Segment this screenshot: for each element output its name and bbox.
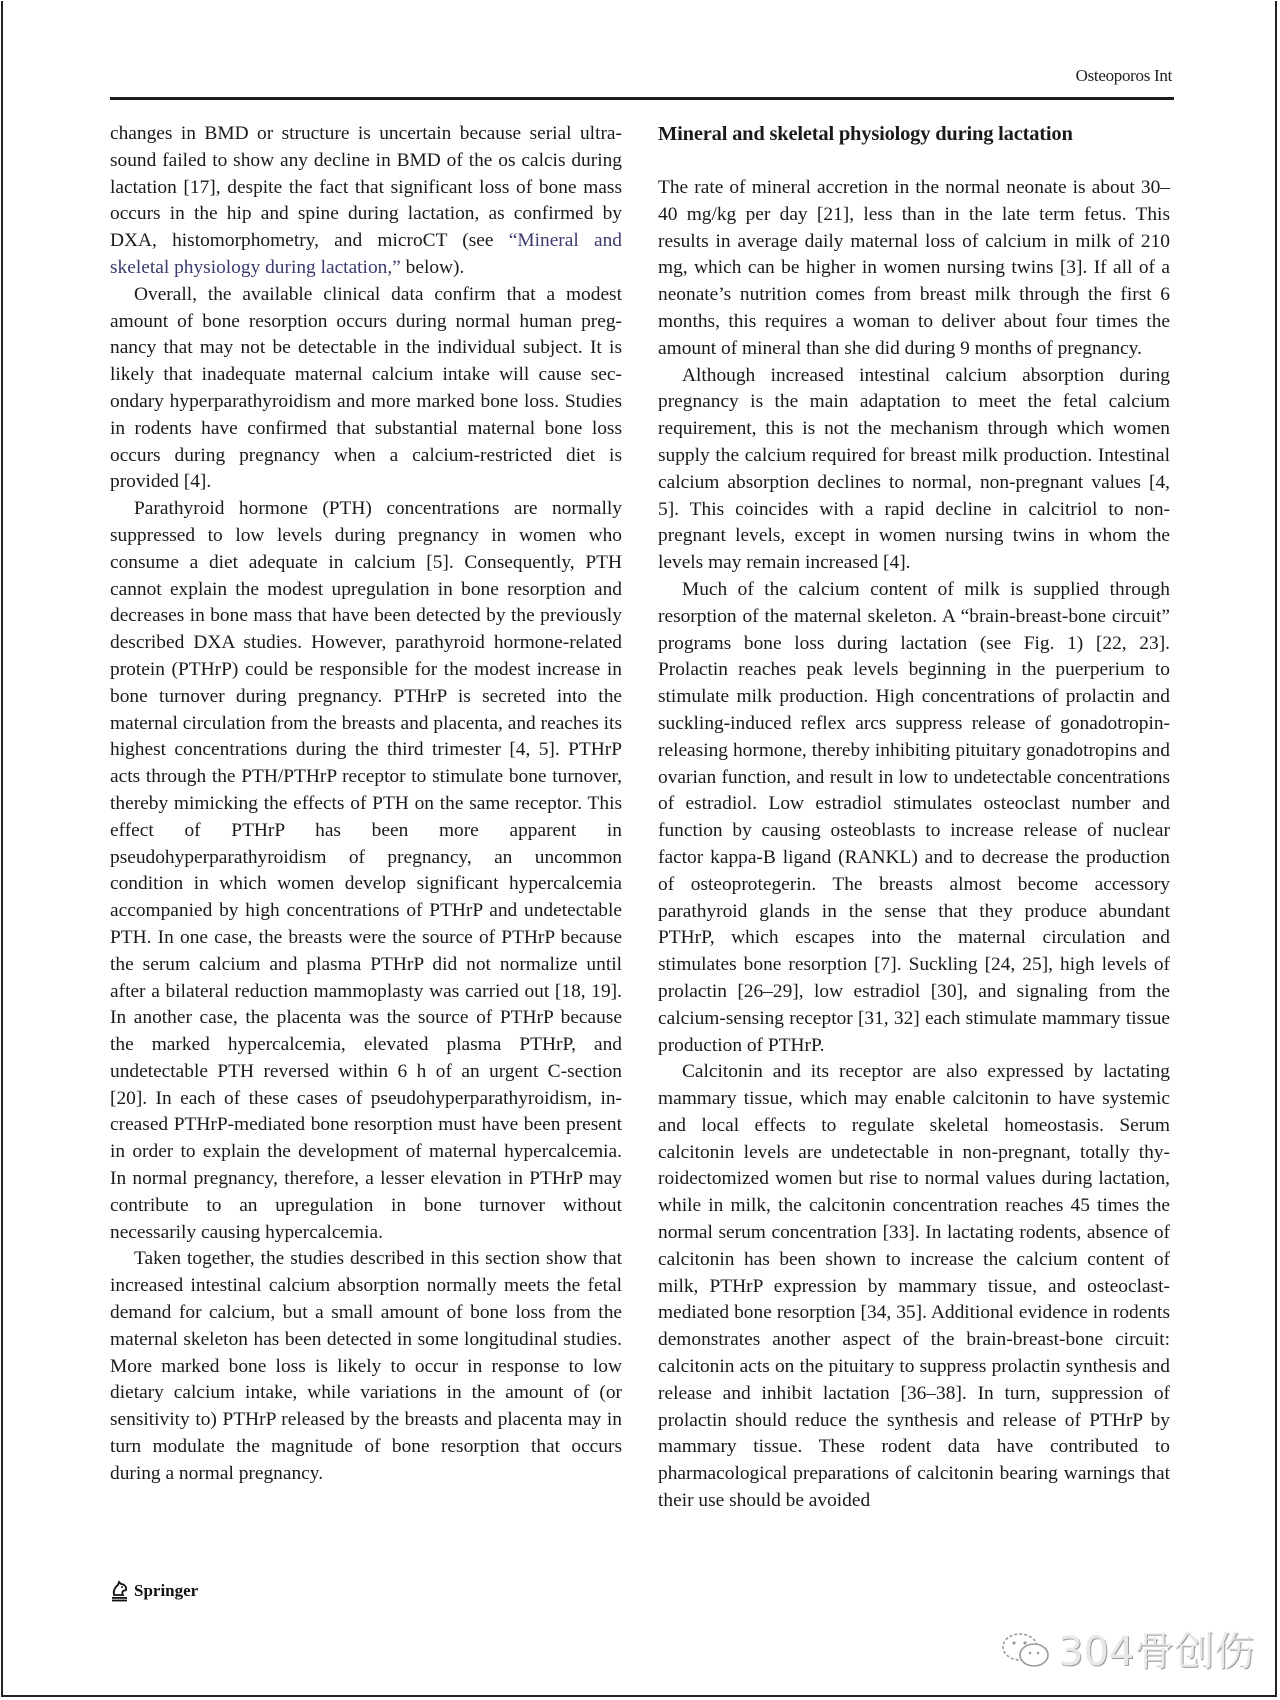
header-rule xyxy=(110,97,1174,100)
section-cross-reference-link[interactable]: “Mineral and skeletal physiology during lactation,” xyxy=(110,230,622,278)
springer-horse-icon xyxy=(110,1580,130,1602)
watermark xyxy=(1000,1620,1254,1677)
paragraph: Parathyroid hormone (PTH) concentrations are normally suppressed to low levels during pregnancy in women who consume a diet adequate in calcium [5]. Consequently, PTH cannot explain the modest upregulation in bone resorption and decreases in bone mass that have been detected by the previously described DXA studies. However, parathyroid hormone-related protein (PTHrP) could be responsible for the modest increase in bone turnover during pregnancy. PTHrP is secreted into the maternal circulation from the breasts and placenta, and reaches its highest concentrations during the third trimester [4, 5]. PTHrP acts through the PTH/PTHrP receptor to stimulate bone turnover, thereby mimicking the effects of PTH on the same receptor. This effect of PTHrP has been more apparent in pseudohyperparathyroidism of pregnancy, an uncommon condition in which women develop significant hypercalcemia accompanied by high concentrations of PTHrP and undetectable PTH. In one case, the breasts were the source of PTHrP because the serum calcium and plasma PTHrP did not normalize until after a bilateral reduction mammoplasty was carried out [18, 19]. In another case, the placenta was the source of PTHrP because the marked hypercalcemia, elevated plasma PTHrP, and undetectable PTH reversed within 6 h of an urgent C-section [20]. In each of these cases of pseudohyperparathyroidism, increased PTHrP-mediated bone resorption must have been present in order to explain the development of maternal hypercalcemia. In normal pregnancy, therefore, a lesser elevation in PTHrP may contribute to an upregulation in bone turnover without necessarily causing hypercalcemia. xyxy=(110,498,622,1243)
wechat-icon xyxy=(1000,1629,1052,1669)
paragraph-text: changes in BMD or structure is uncertain because serial ultrasound failed to show any decline in BMD of the os calcis during lactation [17], despite the fact that significant loss of bone mass occurs in the hip and spine during lactation, as confirmed by DXA, histomorphometry, and microCT (see xyxy=(110,123,622,252)
paragraph: The rate of mineral accretion in the normal neonate is about 30–40 mg/kg per day [21], less than in the late term fetus. This results in average daily maternal loss of calcium in milk of 210 mg, which can be higher in women nursing twins [3]. If all of a neonate’s nutrition comes from breast milk through the first 6 months, this requires a woman to deliver about four times the amount of mineral than she did during 9 months of pregnancy. xyxy=(658,177,1170,359)
section-heading: Mineral and skeletal physiology during lactation xyxy=(658,123,1073,145)
paragraph-text: below). xyxy=(400,256,465,278)
paragraph: Overall, the available clinical data confirm that a modest amount of bone resorption occurs during normal human pregnancy that may not be detectable in the individual subject. It is likely that inadequate maternal calcium intake will cause secondary hyperparathyroidism and more marked bone loss. Studies in rodents have confirmed that substantial maternal bone loss occurs during pregnancy when a calcium-restricted diet is provided [4]. xyxy=(110,283,622,493)
left-column xyxy=(110,121,622,1488)
paragraph: Taken together, the studies described in this section show that increased intestinal calcium absorption normally meets the fetal demand for calcium, but a small amount of bone loss from the maternal skeleton has been detected in some longitudinal studies. More marked bone loss is likely to occur in response to low dietary calcium intake, while variations in the amount of (or sensitivity to) PTHrP released by the breasts and placenta may in turn modulate the magnitude of bone resorption that occurs during a normal pregnancy. xyxy=(110,1248,622,1484)
paragraph xyxy=(110,121,622,282)
right-column xyxy=(658,121,1170,1515)
paragraph: Calcitonin and its receptor are also expressed by lactating mammary tissue, which may enable calcitonin to have systemic and local effects to regulate skeletal homeostasis. Serum calcitonin levels are undetectable in non-pregnant, totally thyroidectomized women but rise to normal values during lactation, while in milk, the calcitonin concentration reaches 45 times the normal serum concentration [33]. In lactating rodents, absence of calcitonin has been shown to increase the calcium content of milk, PTHrP expression by mammary tissue, and osteoclast-mediated bone resorption [34, 35]. Additional evidence in rodents demonstrates another aspect of the brain-breast-bone circuit: calcitonin acts on the pituitary to suppress prolactin synthesis and release and inhibit lactation [36–38]. In turn, suppression of prolactin should reduce the synthesis and release of PTHrP by mammary tissue. These rodent data have contributed to pharmacological preparations of calcitonin bearing warnings that their use should be avoided xyxy=(658,1061,1170,1512)
running-head: Osteoporos Int xyxy=(1075,66,1172,85)
paragraph: Although increased intestinal calcium absorption during pregnancy is the main adaptation to meet the fetal calcium requirement, this is not the mechanism through which women supply the calcium required for breast milk production. Intestinal calcium absorption declines to normal, non-pregnant values [4, 5]. This coincides with a rapid decline in calcitriol to non-pregnant levels, except in women nursing twins in whom the levels may remain increased [4]. xyxy=(658,364,1170,574)
springer-wordmark: Springer xyxy=(134,1581,199,1600)
watermark-text: 304骨创伤 xyxy=(1058,1629,1255,1675)
paragraph: Much of the calcium content of milk is supplied through resorption of the maternal skeleton. A “brain-breast-bone circuit” programs bone loss during lactation (see Fig. 1) [22, 23]. Prolactin reaches peak levels beginning in the puerperium to stimulate milk production. High concentrations of prolactin and suckling-induced reflex arcs suppress release of gonadotropin-releasing hormone, thereby inhibiting pituitary gonadotropins and ovarian function, and result in low to undetectable concentrations of estradiol. Low estradiol stimulates osteoclast number and function by causing osteoblasts to increase release of nuclear factor kappa-B ligand (RANKL) and to decrease the production of osteoprotegerin. The breasts almost become accessory parathyroid glands in the sense that they produce abundant PTHrP, which escapes into the maternal circulation and stimulates bone resorption [7]. Suckling [24, 25], high levels of prolactin [26–29], low estradiol [30], and signaling from the calcium-sensing receptor [31, 32] each stimulate mammary tissue production of PTHrP. xyxy=(658,578,1170,1056)
springer-logo xyxy=(110,1580,198,1602)
